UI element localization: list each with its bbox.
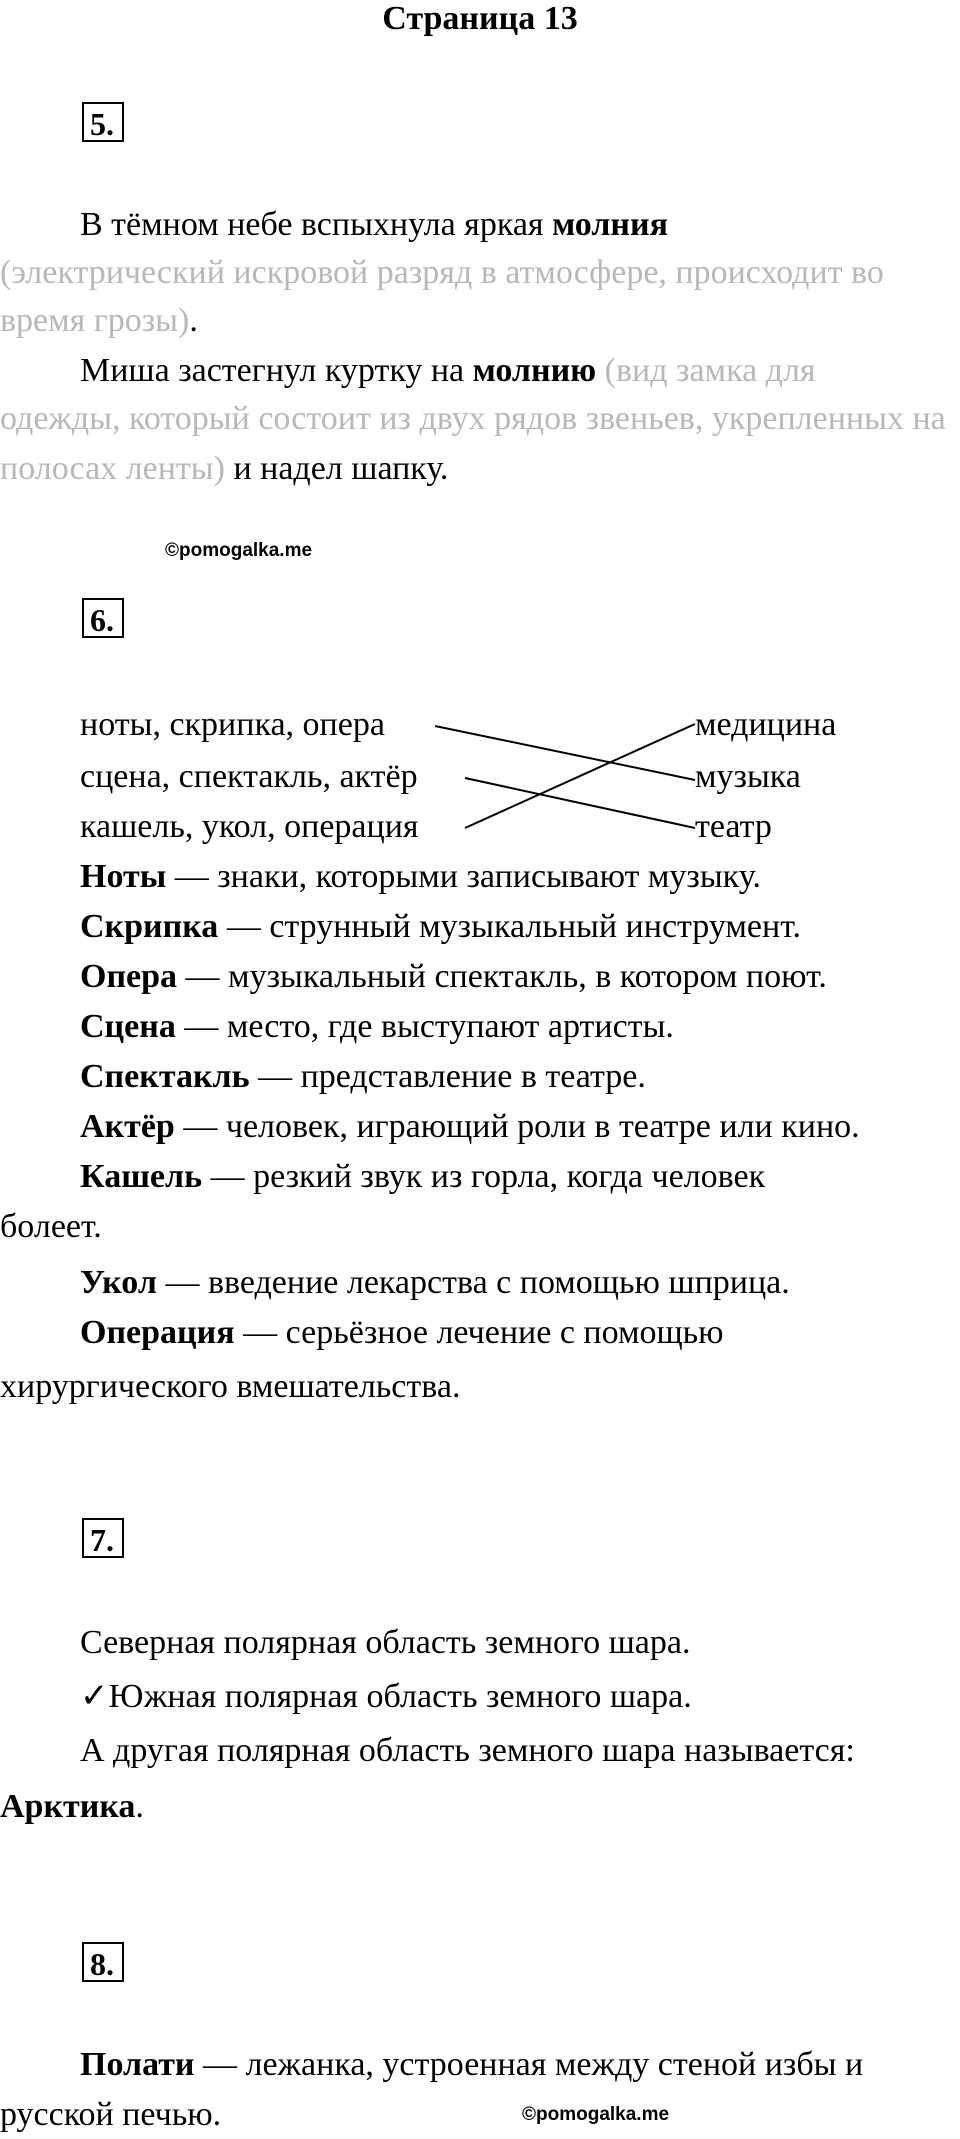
task-8-definition-cont: русской печью.: [0, 2096, 222, 2133]
task-8-definition: [80, 2040, 960, 2089]
task-5-s2-hint-1: (вид замка для: [596, 352, 816, 389]
task-7-answer-bold: Арктика: [0, 1788, 136, 1825]
task-7-answer-line-2: [0, 1782, 960, 1831]
page-title: Страница 13: [382, 0, 578, 37]
task-7-answer-end: .: [135, 1788, 144, 1825]
definition-3-term: Опера: [80, 958, 178, 995]
task-5-number: 5.: [82, 102, 124, 142]
task-5-s1-end: .: [189, 302, 198, 339]
definition-4-term: Сцена: [80, 1008, 176, 1045]
task-8-number: 8.: [82, 1942, 124, 1982]
definition-7: [80, 1152, 960, 1201]
match-left-3: кашель, укол, операция: [80, 808, 419, 845]
task-5-s1-hint-line-1: [0, 248, 960, 297]
definition-9: [80, 1308, 960, 1357]
task-7-answer-line-1: А другая полярная область земного шара называется:: [80, 1732, 855, 1769]
task-5-sentence-1: [80, 200, 960, 249]
definition-3-text: — музыкальный спектакль, в котором поют.: [177, 958, 827, 995]
watermark-2: ©pomogalka.me: [522, 2104, 670, 2125]
definition-8: [80, 1258, 960, 1307]
connector-music: [435, 726, 695, 780]
definition-8-term: Укол: [80, 1264, 157, 1301]
match-right-2: музыка: [695, 758, 801, 795]
check-icon: ✓: [80, 1676, 109, 1716]
match-right-3: театр: [695, 808, 772, 845]
definition-6-term: Актёр: [80, 1108, 175, 1145]
task-7-number: 7.: [82, 1518, 124, 1558]
definition-4-text: — место, где выступают артисты.: [175, 1008, 674, 1045]
match-right-1: медицина: [695, 706, 837, 743]
task-5-s1-text: В тёмном небе вспыхнула яркая: [80, 206, 553, 243]
task-5-s2-hint-2: одежды, который состоит из двух рядов звеньев, укрепленных на: [0, 400, 946, 437]
task-5-s1-hint-2: время грозы): [0, 302, 190, 339]
match-left-2: сцена, спектакль, актёр: [80, 758, 418, 795]
definition-5: [80, 1052, 960, 1101]
task-5-s1-hint-1: (электрический искровой разряд в атмосфере, происходит во: [0, 254, 884, 291]
definition-1-term: Ноты: [80, 858, 167, 895]
task-5-s2-text: Миша застегнул куртку на: [80, 352, 473, 389]
definition-5-term: Спектакль: [80, 1058, 250, 1095]
definition-9-term: Операция: [80, 1314, 235, 1351]
definition-9-cont: хирургического вмешательства.: [0, 1368, 461, 1405]
definition-4: [80, 1002, 960, 1051]
task-7-option-2: [80, 1672, 960, 1721]
task-8-term: Полати: [80, 2046, 195, 2083]
task-5-s2-hint-3: полосах ленты): [0, 450, 225, 487]
definition-7-term: Кашель: [80, 1158, 203, 1195]
task-5-s1-hint-line-2: [0, 296, 960, 345]
definition-2-text: — струнный музыкальный инструмент.: [218, 908, 802, 945]
definition-2: [80, 902, 960, 951]
task-5-s1-bold: молния: [552, 206, 668, 243]
connector-theatre: [465, 778, 695, 828]
definition-2-term: Скрипка: [80, 908, 219, 945]
definition-8-text: — введение лекарства с помощью шприца.: [156, 1264, 790, 1301]
task-8-text: — лежанка, устроенная между стеной избы и: [194, 2046, 864, 2083]
definition-6-text: — человек, играющий роли в театре или кино.: [174, 1108, 860, 1145]
task-5-s2-hint-line-3: [0, 444, 960, 493]
match-connectors: [0, 690, 960, 850]
task-5-sentence-2: [80, 346, 960, 395]
task-5-s2-end: и надел шапку.: [224, 450, 449, 487]
definition-3: [80, 952, 960, 1001]
watermark-1: ©pomogalka.me: [165, 540, 313, 561]
task-6-number: 6.: [82, 598, 124, 638]
definition-1-text: — знаки, которыми записывают музыку.: [166, 858, 761, 895]
task-7-option-2-text: Южная полярная область земного шара.: [108, 1678, 692, 1715]
definition-1: [80, 852, 960, 901]
task-5-s2-hint-line-2: [0, 394, 960, 443]
match-left-1: ноты, скрипка, опера: [80, 706, 385, 743]
definition-9-text: — серьёзное лечение с помощью: [234, 1314, 724, 1351]
definition-7-cont: болеет.: [0, 1208, 102, 1245]
definition-6: [80, 1102, 960, 1151]
task-5-s2-bold: молнию: [472, 352, 597, 389]
definition-5-text: — представление в театре.: [249, 1058, 646, 1095]
definition-7-text: — резкий звук из горла, когда человек: [202, 1158, 766, 1195]
task-7-option-1: Северная полярная область земного шара.: [80, 1624, 691, 1661]
